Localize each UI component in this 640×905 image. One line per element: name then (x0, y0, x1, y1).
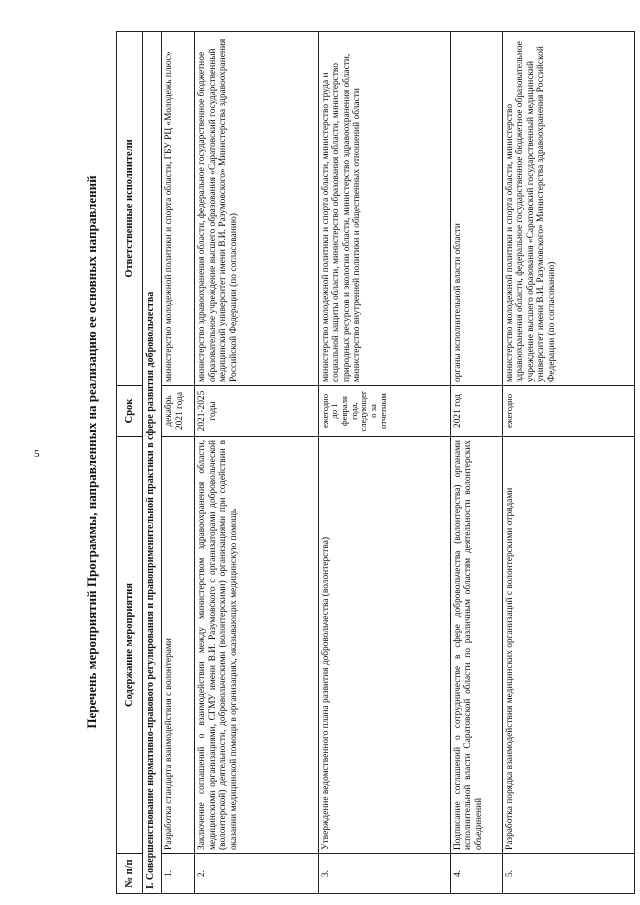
row-content: Утверждение ведомственного плана развития добровольчества (волонтерства) (318, 437, 450, 854)
row-content: Заключение соглашений о взаимодействии между министерством здравоохранения области, медицинскими организациями, СГМУ имени В.И. Разумовского с организаторами добровольческой (волонтерской) деятельности, добровольческими (волонтерскими) организациями при содействии в оказании медицинской помощи в организациях, оказывающих медицинскую помощь (195, 437, 319, 854)
row-content: Подписание соглашений о сотрудничестве в сфере добровольчества (волонтерства) органами исполнительной власти Саратовской области по различным областям деятельности волонтерских объединений (450, 437, 502, 854)
header-executors: Ответственные исполнители (117, 32, 143, 386)
table-row (162, 32, 195, 894)
row-num: 4. (450, 854, 502, 894)
row-term: 2021-2025 годы (195, 386, 319, 437)
table-row (502, 32, 634, 894)
row-executors: министерство молодежной политики и спорта области, ГБУ РЦ «Молодежь плюс» (162, 32, 195, 386)
header-content: Содержание мероприятия (117, 437, 143, 854)
row-num: 1. (162, 854, 195, 894)
page-number: 5 (34, 448, 40, 460)
row-num: 2. (195, 854, 319, 894)
rotated-table-container (116, 32, 635, 894)
table-row (195, 32, 319, 894)
row-executors: министерство молодежной политики и спорта области, министерство труда и социальной защиты области, министерство образования области, министерство природных ресурсов и экологии области, министерство здравоохранения области, министерство внутренней политики и общественных отношений области (318, 32, 450, 386)
header-term: Срок (117, 386, 143, 437)
row-num: 3. (318, 854, 450, 894)
row-executors: министерство здравоохранения области, федеральное государственное бюджетное образовательное учреждение высшего образования «Саратовский государственный медицинский университет имени В.И. Разумовского» Министерства здравоохранения Российской Федерации (по согласованию) (195, 32, 319, 386)
measures-table (116, 31, 635, 894)
header-num: № п/п (117, 854, 143, 894)
row-term: ежегодно до 1 февраля года, следующего за отчетным (318, 386, 450, 437)
row-content: Разработка порядка взаимодействия медицинских организаций с волонтерскими отрядами (502, 437, 634, 854)
row-content: Разработка стандарта взаимодействия с волонтерами (162, 437, 195, 854)
table-row (450, 32, 502, 894)
table-header-row (117, 32, 143, 894)
section-title: I. Совершенствование нормативно-правового регулирования и правоприменительной практики в сфере развития добровольчества (142, 32, 161, 894)
row-num: 5. (502, 854, 634, 894)
row-term: 2021 год (450, 386, 502, 437)
table-row (318, 32, 450, 894)
row-executors: министерство молодежной политики и спорта области, министерство здравоохранения области, федеральное государственное бюджетное образовательное учреждение высшего образования «Саратовский государственный медицинский университет имени В.И. Разумовского» Министерства здравоохранения Российской Федерации (по согласованию) (502, 32, 634, 386)
row-term: декабрь 2021 года (162, 386, 195, 437)
section-row (142, 32, 161, 894)
row-term: ежегодно (502, 386, 634, 437)
page-title: Перечень мероприятий Программы, направленных на реализацию ее основных направлений (84, 175, 99, 729)
row-executors: органы исполнительной власти области (450, 32, 502, 386)
